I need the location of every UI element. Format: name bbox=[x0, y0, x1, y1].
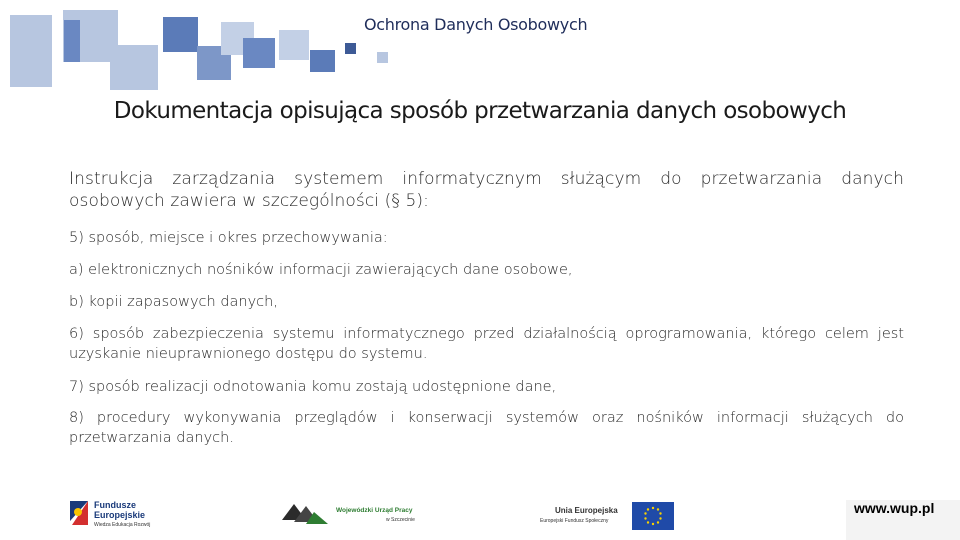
wup-logo-sub: w Szczecinie bbox=[386, 517, 415, 523]
ue-logo-text: Unia Europejska bbox=[555, 506, 618, 515]
wup-logo-icon bbox=[280, 500, 330, 528]
list-item: b) kopii zapasowych danych, bbox=[69, 294, 278, 310]
deco-square bbox=[110, 45, 158, 90]
list-item: 8) procedury wykonywania przeglądów i konserwacji systemów oraz nośników informacji służących do przetwarzania danych. bbox=[69, 410, 904, 446]
fe-logo-sub: Wiedza Edukacja Rozwój bbox=[94, 522, 151, 528]
eu-flag-icon bbox=[632, 502, 674, 530]
deco-square bbox=[10, 15, 52, 87]
ue-logo-sub: Europejski Fundusz Społeczny bbox=[540, 518, 609, 524]
list-item: a) elektronicznych nośników informacji zawierających dane osobowe, bbox=[69, 262, 573, 278]
deco-square bbox=[377, 52, 388, 63]
deco-square bbox=[345, 43, 356, 54]
intro-paragraph: Instrukcja zarządzania systemem informatycznym służącym do przetwarzania danych osobowych zawiera w szczególności (§ 5): bbox=[69, 169, 904, 211]
deco-square bbox=[243, 38, 275, 68]
website-link[interactable]: www.wup.pl bbox=[846, 500, 960, 540]
deco-square bbox=[163, 17, 198, 52]
deco-square bbox=[64, 20, 80, 62]
page-title: Dokumentacja opisująca sposób przetwarzania danych osobowych bbox=[113, 98, 847, 124]
deco-square bbox=[279, 30, 309, 60]
wup-logo-text: Wojewódzki Urząd Pracy bbox=[336, 507, 413, 514]
fe-logo-text: Fundusze Europejskie bbox=[94, 500, 146, 520]
list-item: 7) sposób realizacji odnotowania komu zostają udostępnione dane, bbox=[69, 379, 557, 395]
list-item: 5) sposób, miejsce i okres przechowywania: bbox=[69, 230, 388, 246]
list-item: 6) sposób zabezpieczenia systemu informatycznego przed działalnością oprogramowania, którego celem jest uzyskanie nieuprawnionego dostępu do systemu. bbox=[69, 326, 904, 362]
deco-square bbox=[310, 50, 335, 72]
fundusze-europejskie-logo bbox=[66, 497, 92, 531]
header-title: Ochrona Danych Osobowych bbox=[364, 15, 588, 34]
